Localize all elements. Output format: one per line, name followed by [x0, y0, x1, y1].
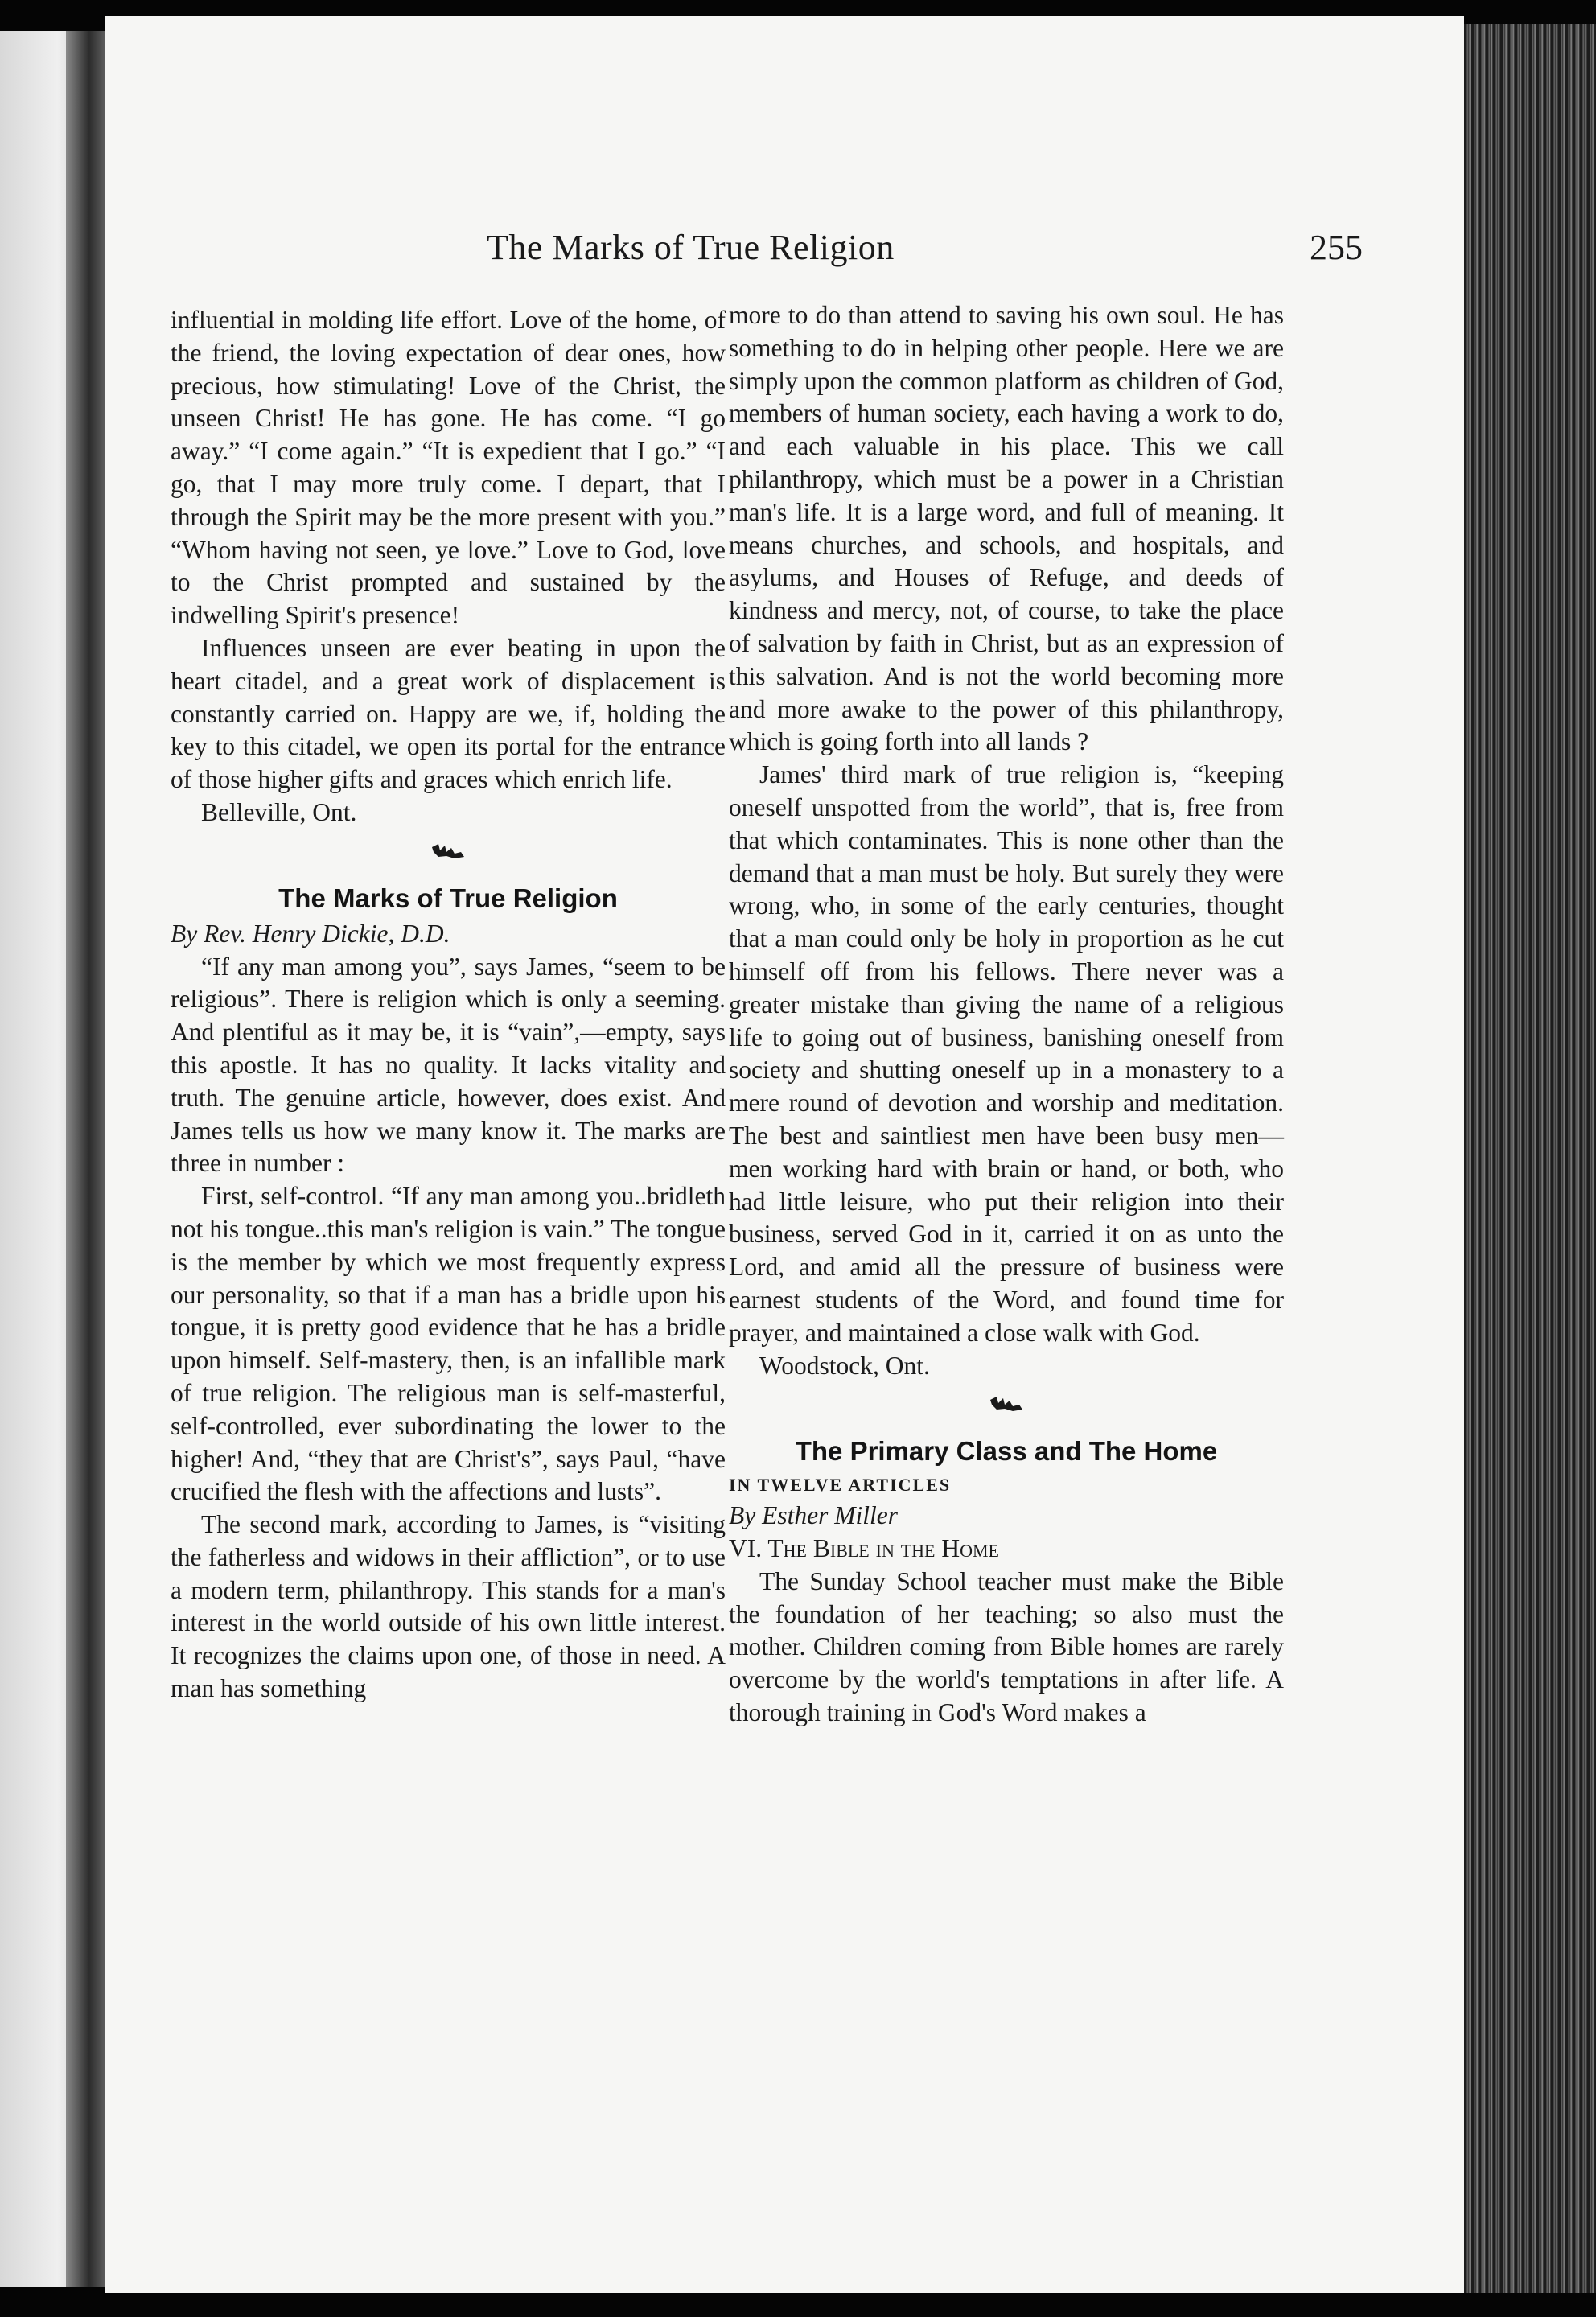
paragraph: The Sunday School teacher must make the Bible the foundation of her teaching; so also must the mother. Children coming from Bible homes are rarely overcome by the world's temptations in after life. A thorough training in God's Word makes a — [729, 1566, 1284, 1727]
right-column — [729, 299, 1284, 1730]
article-title: The Marks of True Religion — [278, 883, 618, 913]
article-byline: By Rev. Henry Dickie, D.D. — [171, 919, 450, 948]
paragraph: more to do than attend to saving his own soul. He has something to do in helping other people. Here we are simply upon the common platform as children of God, members of human society, each having a work to do, and each valuable in his place. This we call philanthropy, which must be a power in a Christian man's life. It is a large word, and full of meaning. It means churches, and schools, and hospitals, and asylums, and Houses of Refuge, and deeds of kindness and mercy, not, of course, to take the place of salvation by faith in Christ, but as an expression of this salvation. And is not the world becoming more and more awake to the power of this philanthropy, which is going forth into all lands ? — [729, 301, 1284, 756]
page-number: 255 — [1310, 228, 1363, 267]
page-edges — [1464, 24, 1596, 2293]
paragraph: influential in molding life effort. Love of the home, of the friend, the loving expectation of dear ones, how precious, how stimulating! Love of the Christ, the unseen Christ! He has gone. He has come. “I go away.” “I come again.” “It is expedient that I go.” “I go, that I may more truly come. I depart, that I through the Spirit may be the more present with you.” “Whom having not seen, ye love.” Love to God, love to the Christ prompted and sustained by the indwelling Spirit's presence! — [171, 306, 726, 630]
paragraph: Influences unseen are ever beating in upon the heart citadel, and a great work of displacement is constantly carried on. Happy are we, if, holding the key to this citadel, we open its portal for the entrance of those higher gifts and graces which enrich life. — [171, 633, 726, 794]
paragraph: The second mark, according to James, is “visiting the fatherless and widows in their affliction”, or to use a modern term, philanthropy. This stands for a man's interest in the world outside of his own little interest. It recognizes the claims upon one, of those in need. A man has something — [171, 1510, 726, 1703]
running-header — [105, 227, 1464, 275]
paragraph: “If any man among you”, says James, “seem to be religious”. There is religion which is only a seeming. And plentiful as it may be, it is “vain”,—empty, says this apostle. It has no quality. It lacks vitality and truth. The genuine article, however, does exist. And James tells us how we many know it. The marks are three in number : — [171, 952, 726, 1178]
ornament-icon — [430, 841, 466, 862]
left-column — [171, 304, 726, 1706]
place-signoff: Woodstock, Ont. — [759, 1351, 930, 1380]
paragraph: First, self-control. “If any man among you..bridleth not his tongue..this man's religion is vain.” The tongue is the member by which we most frequently express our personality, so that if a man has a bridle upon his tongue, it is pretty good evidence that he has a bridle upon himself. Self-mastery, then, is an infallible mark of true religion. The religious man is self-masterful, self-controlled, ever subordinating the lower to the higher! And, “they that are Christ's”, says Paul, “have crucified the flesh with the affections and lusts”. — [171, 1182, 726, 1506]
article-title: The Primary Class and The Home — [795, 1436, 1218, 1467]
ornament-icon — [989, 1393, 1024, 1414]
running-title: The Marks of True Religion — [487, 228, 895, 267]
ornament-divider — [729, 1382, 1284, 1432]
ornament-divider — [171, 829, 726, 879]
paragraph: James' third mark of true religion is, “keeping oneself unspotted from the world”, that is, free from that which contaminates. This is none other than the demand that a man must be holy. But surely they were wrong, who, in some of the early centuries, thought that a man could only be holy in proportion as he cut himself off from his fellows. There never was a greater mistake than giving the name of a religious life to going out of business, banishing oneself from society and shutting oneself up in a monastery to a mere round of devotion and worship and meditation. The best and saintliest men have been busy men—men working hard with brain or hand, or both, who had little leisure, who put their religion into their business, served God in it, carried it on as unto the Lord, and amid all the pressure of business were earnest students of the Word, and found time for prayer, and maintained a close walk with God. — [729, 760, 1284, 1347]
section-heading: VI. The Bible in the Home — [729, 1534, 999, 1563]
article-byline: By Esther Miller — [729, 1501, 898, 1530]
gutter-shadow — [66, 31, 105, 2287]
place-signoff: Belleville, Ont. — [201, 797, 357, 826]
article-series-note: IN TWELVE ARTICLES — [729, 1475, 952, 1496]
